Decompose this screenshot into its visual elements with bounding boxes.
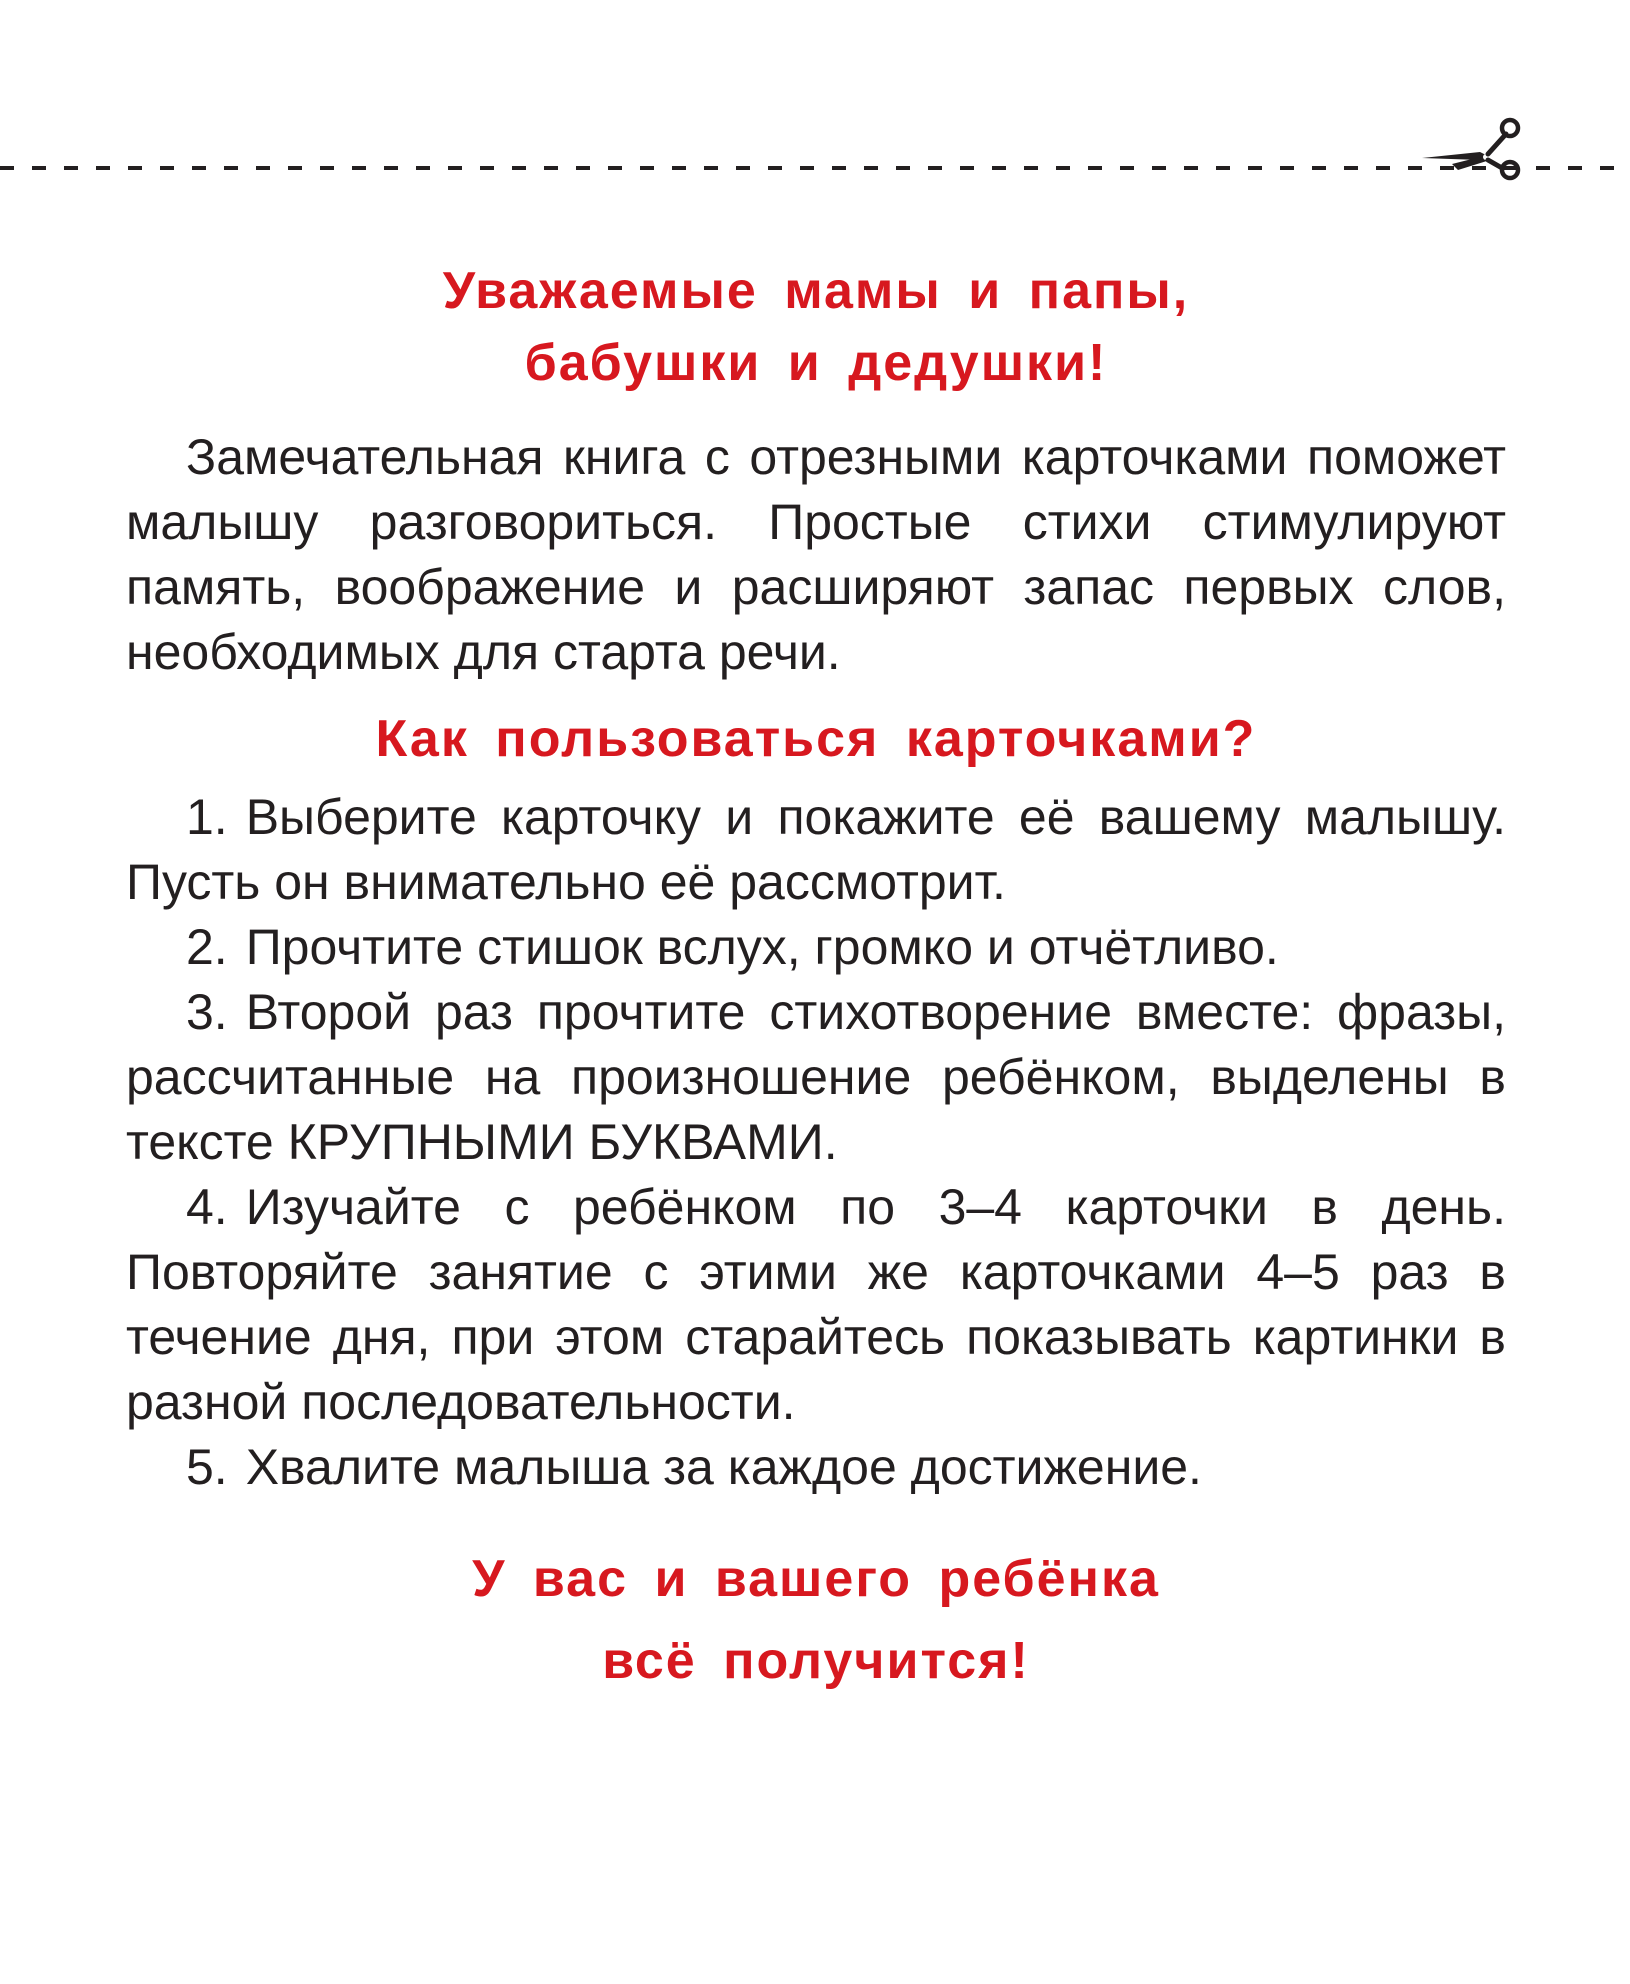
closing-heading bbox=[126, 1538, 1506, 1702]
steps-list bbox=[126, 785, 1506, 1500]
step-item bbox=[126, 915, 1506, 980]
page-content bbox=[126, 255, 1506, 1702]
intro-heading bbox=[126, 255, 1506, 399]
intro-paragraph: Замечательная книга с отрезными карточками поможет малышу разговориться. Простые стихи стимулируют память, воображение и расширяют запас первых слов, необходимых для старта речи. bbox=[126, 429, 1506, 680]
intro-heading-line-1: Уважаемые мамы и папы, bbox=[442, 262, 1190, 320]
step-number: 4. bbox=[186, 1179, 228, 1235]
closing-heading-line-2: всё получится! bbox=[602, 1632, 1030, 1690]
step-text: Прочтите стишок вслух, громко и отчётливо. bbox=[245, 919, 1279, 975]
step-text: Второй раз прочтите стихотворение вместе: фразы, рассчитанные на произношение ребёнком, выделены в тексте КРУПНЫМИ БУКВАМИ. bbox=[126, 984, 1506, 1170]
section-heading: Как пользоваться карточками? bbox=[375, 710, 1257, 768]
closing-heading-line-1: У вас и вашего ребёнка bbox=[472, 1550, 1160, 1608]
step-text: Выберите карточку и покажите её вашему малышу. Пусть он внимательно её рассмотрит. bbox=[126, 789, 1506, 910]
step-number: 2. bbox=[186, 919, 228, 975]
step-item bbox=[126, 1435, 1506, 1500]
intro-heading-line-2: бабушки и дедушки! bbox=[524, 334, 1108, 392]
step-text: Изучайте с ребёнком по 3–4 карточки в день. Повторяйте занятие с этими же карточками 4–5 раз в течение дня, при этом старайтесь показывать картинки в разной последовательности. bbox=[126, 1179, 1506, 1430]
step-number: 3. bbox=[186, 984, 228, 1040]
step-text: Хвалите малыша за каждое достижение. bbox=[245, 1439, 1202, 1495]
cut-line bbox=[0, 166, 1630, 170]
step-number: 5. bbox=[186, 1439, 228, 1495]
step-number: 1. bbox=[186, 789, 228, 845]
step-item bbox=[126, 980, 1506, 1175]
scissors-icon bbox=[1418, 110, 1528, 190]
step-item bbox=[126, 1175, 1506, 1435]
step-item bbox=[126, 785, 1506, 915]
